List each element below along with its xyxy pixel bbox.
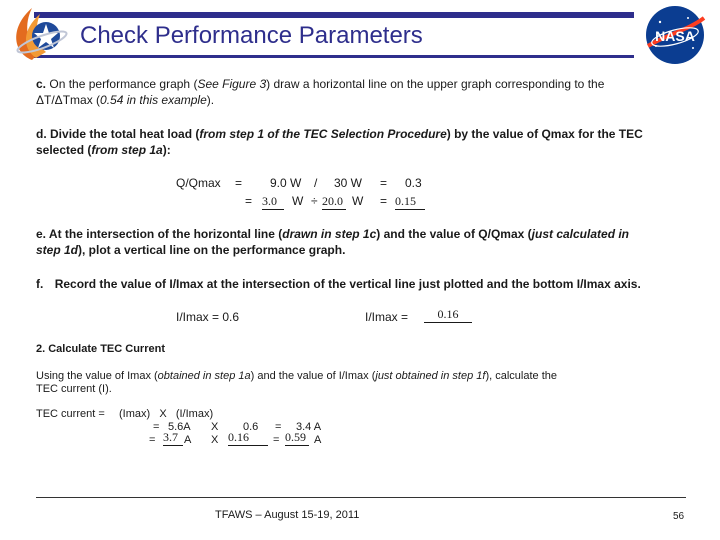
imax-right-label: I/Imax = (365, 310, 409, 324)
step-e-line2 (36, 243, 345, 258)
tec-r1-c: 3.4 A (296, 421, 322, 433)
imax-right-value: 0.16 (424, 307, 472, 323)
step-c-line2 (36, 93, 214, 108)
step-d-ref: from step 1 of the TEC Selection Procedure (199, 127, 447, 141)
using-line1 (36, 370, 557, 382)
page-number: 56 (673, 511, 685, 522)
eq2-a: 3.0 (262, 194, 284, 210)
using-line2: TEC current (I). (36, 383, 112, 395)
tec-r1-a: 5.6A (168, 421, 191, 433)
eq2-eq2: = (380, 194, 388, 208)
eq2-u1: W (292, 194, 304, 208)
tec-r2-c: 0.59 (285, 430, 309, 446)
using-ref2: just obtained in step 1f (375, 370, 486, 382)
step-d-line2-text: selected ( (36, 143, 92, 157)
tec-r2-uc: A (314, 434, 322, 446)
eq1-b: 30 W (334, 176, 363, 190)
tec-r2-a: 3.7 (163, 430, 183, 446)
eq1-div: / (314, 176, 318, 190)
step-e-ref: drawn in step 1c (282, 227, 377, 241)
tec-r2-eq2: = (273, 434, 280, 446)
eq1-result: 0.3 (405, 176, 422, 190)
step-c-line1 (36, 77, 604, 92)
step-c-text: On the performance graph ( (49, 77, 198, 91)
using-text-b: ) and the value of I/Imax ( (250, 370, 376, 382)
tec-r1-b: 0.6 (243, 421, 259, 433)
step-d-line2 (36, 143, 171, 158)
tec-label: TEC current = (36, 408, 105, 420)
step-f-text: Record the value of I/Imax at the intersection of the vertical line just plotted and the bottom I/Imax axis. (54, 277, 641, 291)
using-ref: obtained in step 1a (157, 370, 251, 382)
step-c-text-b: ) draw a horizontal line on the upper graph corresponding to the (266, 77, 605, 91)
step-c-ref: See Figure 3 (197, 77, 267, 91)
page-title: Check Performance Parameters (80, 22, 423, 49)
imax-left: I/Imax = 0.6 (176, 310, 240, 324)
title-bar-bottom (34, 55, 634, 58)
step-d-line2-text-b: ): (162, 143, 171, 157)
tec-r2-ua: A (184, 434, 192, 446)
step-e-label: e. (36, 227, 47, 241)
step-e-text-b: ) and the value of Q/Qmax ( (376, 227, 532, 241)
tfaws-logo-icon (2, 2, 70, 64)
tec-r2-eq: = (149, 434, 156, 446)
eq1-eq: = (235, 176, 243, 190)
title-bar-top (34, 12, 634, 18)
step-d-line1 (36, 127, 643, 142)
step-d-text-b: ) by the value of Qmax for the TEC (446, 127, 643, 141)
step-c-label: c. (36, 77, 47, 91)
step-c-line2-ref: 0.54 in this example (100, 93, 207, 107)
step-e-text: At the intersection of the horizontal line ( (48, 227, 283, 241)
tec-r1-x: X (211, 421, 219, 433)
eq1-a: 9.0 W (270, 176, 302, 190)
footer-divider (36, 497, 686, 498)
step-d-line2-ref: from step 1a (91, 143, 163, 157)
eq1-eq2: = (380, 176, 388, 190)
nasa-logo-icon (638, 4, 712, 66)
step-d-text: Divide the total heat load ( (50, 127, 200, 141)
step-f-label: f. (36, 277, 44, 291)
tec-formula: (Imax) X (I/Imax) (119, 408, 214, 420)
eq1-lhs: Q/Qmax (176, 176, 221, 190)
step-f-line (36, 277, 641, 292)
step2-heading: 2. Calculate TEC Current (36, 343, 165, 355)
footer-text: TFAWS – August 15-19, 2011 (215, 509, 360, 521)
tec-r1-eq: = (153, 421, 160, 433)
eq2-result: 0.15 (395, 194, 425, 210)
using-text-c: ), calculate the (485, 370, 557, 382)
step-e-line2-text: ), plot a vertical line on the performance graph. (78, 243, 346, 257)
step-e-line1 (36, 227, 629, 242)
step-c-line2-text-b: ). (206, 93, 215, 107)
eq2-b: 20.0 (322, 194, 346, 210)
tec-r2-b: 0.16 (228, 430, 268, 446)
step-e-ref2: just calculated in (531, 227, 630, 241)
eq2-u2: W (352, 194, 364, 208)
step-d-label: d. (36, 127, 47, 141)
using-text: Using the value of Imax ( (36, 370, 158, 382)
nasa-logo-text: NASA (655, 28, 695, 44)
tec-r1-eq2: = (275, 421, 282, 433)
eq2-eq: = (245, 194, 253, 208)
step-c-line2-text: ΔT/ΔTmax ( (36, 93, 101, 107)
tec-r2-x: X (211, 434, 219, 446)
step-e-line2-ref: step 1d (36, 243, 79, 257)
eq2-div: ÷ (311, 194, 318, 208)
